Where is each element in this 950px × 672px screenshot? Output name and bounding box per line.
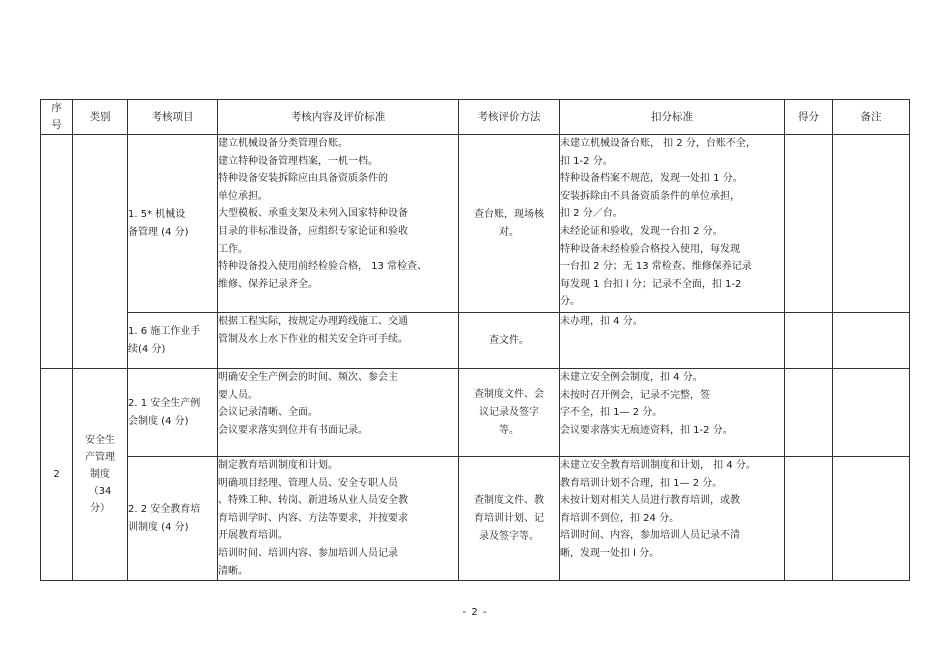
deduction-line: 未办理，扣 4 分。 (560, 316, 643, 327)
content-line: 开展教育培训。 (218, 530, 288, 542)
header-no: 序 号 (41, 100, 73, 135)
item-line: 1. 5* 机械设 (128, 208, 186, 220)
content-line: 育培训学时、内容、方法等要求，并按要求 (218, 512, 408, 524)
content-line: 管制及水上水下作业的相关安全许可手续。 (218, 333, 408, 345)
content-line: 工作。 (218, 243, 248, 255)
header-item: 考核项目 (128, 100, 218, 135)
content-line: 明确安全生产例会的时间、频次、参会主 (218, 372, 398, 383)
deduction-line: 扣 2 分／台。 (560, 208, 623, 220)
cell-number: 2 (41, 369, 73, 581)
cell-method (459, 135, 560, 313)
deduction-line: 未建立机械设备台账， 扣 2 分，台账不全， (560, 138, 756, 149)
cell-score (785, 457, 833, 581)
content-line: 会议要求落实到位并有书面记录。 (218, 424, 368, 436)
cell-category (73, 135, 128, 369)
cell-remarks (833, 369, 910, 457)
method-line: 议记录及签字 (479, 406, 539, 418)
method-line: 对。 (499, 226, 519, 238)
content-line: 、特殊工种、转岗、新进场从业人员安全教 (218, 495, 408, 507)
cell-item (128, 457, 218, 581)
item-line: 会制度 (4 分) (128, 415, 189, 427)
content-line: 单位承担。 (218, 190, 268, 202)
content-line: 制定教育培训制度和计划。 (218, 460, 338, 471)
content-line: 培训时间、培训内容、参加培训人员记录 (218, 547, 398, 559)
table-row (41, 135, 910, 313)
method-line: 录及签字等。 (479, 530, 539, 542)
deduction-line: 未建立安全教育培训制度和计划， 扣 4 分。 (560, 460, 756, 471)
page-number: - 2 - (462, 607, 488, 618)
category-line: 制度 (90, 469, 110, 481)
content-line: 维修、保养记录齐全。 (218, 278, 318, 290)
cell-item (128, 369, 218, 457)
cell-item (128, 135, 218, 313)
cell-item (128, 313, 218, 369)
method-line: 查制度文件、教 (474, 494, 544, 506)
deduction-line: 教育培训计划不合理，扣 1— 2 分。 (560, 477, 723, 489)
cell-method (459, 369, 560, 457)
deduction-line: 特种设备未经检验合格投入使用，每发现 (560, 243, 740, 255)
deduction-line: 育培训不到位，扣 24 分。 (560, 512, 680, 524)
deduction-line: 字不全，扣 1— 2 分。 (560, 407, 663, 419)
content-line: 建立特种设备管理档案，一机一档。 (218, 155, 378, 167)
deduction-line: 特种设备档案不规范，发现一处扣 1 分。 (560, 173, 743, 185)
table-body (41, 135, 910, 581)
table-row (41, 369, 910, 457)
cell-deduction (560, 369, 785, 457)
cell-content (218, 135, 459, 313)
content-line: 特种设备安装拆除应由具备资质条件的 (218, 173, 388, 185)
content-line: 建立机械设备分类管理台账。 (218, 138, 348, 149)
item-line: 1. 6 施工作业手 (128, 325, 201, 337)
deduction-line: 分。 (560, 296, 580, 308)
header-method: 考核评价方法 (459, 100, 560, 135)
method-line: 查制度文件、会 (474, 388, 544, 400)
cell-deduction (560, 313, 785, 369)
deduction-line: 未建立安全例会制度，扣 4 分。 (560, 372, 703, 383)
deduction-line: 晰，发现一处扣 l 分。 (560, 547, 660, 559)
content-line: 目录的非标准设备，应组织专家论证和验收 (218, 225, 408, 237)
deduction-line: 未按时召开例会，记录不完整，签 (560, 389, 710, 401)
deduction-line: 安装拆除由不具备资质条件的单位承担， (560, 190, 740, 202)
deduction-line: 一台扣 2 分；无 13 常检查、维修保养记录 (560, 261, 752, 273)
deduction-line: 未按计划对相关人员进行教育培训，或教 (560, 495, 740, 507)
category-line: 安全生 (85, 435, 115, 447)
deduction-line: 会议要求落实无痕迹资料，扣 1-2 分。 (560, 424, 733, 436)
assessment-table (40, 99, 910, 581)
cell-method (459, 313, 560, 369)
method-line: 查文件。 (489, 334, 529, 346)
cell-remarks (833, 457, 910, 581)
cell-score (785, 135, 833, 313)
cell-deduction (560, 457, 785, 581)
cell-method (459, 457, 560, 581)
table-header (41, 100, 910, 135)
category-line: 产管理 (85, 452, 115, 464)
cell-remarks (833, 313, 910, 369)
item-line: 2. 2 安全教育培 (128, 503, 201, 515)
content-line: 根据工程实际，按规定办理跨线施工、交通 (218, 316, 408, 327)
table-row (41, 313, 910, 369)
category-line: 分） (90, 503, 110, 515)
method-line: 等。 (499, 424, 519, 436)
header-category: 类别 (73, 100, 128, 135)
content-line: 要人员。 (218, 389, 258, 401)
deduction-line: 培训时间、内容，参加培训人员记录不清 (560, 530, 740, 542)
cell-remarks (833, 135, 910, 313)
deduction-line: 未经论证和验收，发现一台扣 2 分。 (560, 225, 723, 237)
header-remarks: 备注 (833, 100, 910, 135)
content-line: 明确项目经理、管理人员、安全专职人员 (218, 477, 398, 489)
method-line: 育培训计划、记 (474, 512, 544, 524)
table-row (41, 457, 910, 581)
deduction-line: 每发现 1 台扣 l 分；记录不全面，扣 1-2 (560, 278, 742, 290)
cell-number (41, 135, 73, 369)
cell-content (218, 457, 459, 581)
content-line: 清晰。 (218, 565, 248, 577)
content-line: 会议记录清晰、全面。 (218, 407, 318, 419)
header-score: 得分 (785, 100, 833, 135)
deduction-line: 扣 1-2 分。 (560, 155, 613, 167)
cell-score (785, 369, 833, 457)
cell-content (218, 369, 459, 457)
content-line: 大型模板、承重支架及未列入国家特种设备 (218, 208, 408, 220)
item-line: 训制度 (4 分) (128, 521, 189, 533)
cell-score (785, 313, 833, 369)
item-line: 备管理 (4 分) (128, 226, 189, 238)
item-line: 2. 1 安全生产例 (128, 397, 201, 409)
category-line: （34 (88, 486, 112, 498)
method-line: 查台账，现场核 (474, 208, 544, 220)
cell-category (73, 369, 128, 581)
header-deduction: 扣分标准 (560, 100, 785, 135)
content-line: 特种设备投入使用前经检验合格， 13 常检查、 (218, 261, 428, 273)
cell-deduction (560, 135, 785, 313)
cell-content (218, 313, 459, 369)
item-line: 续(4 分) (128, 343, 166, 355)
header-content: 考核内容及评价标准 (218, 100, 459, 135)
